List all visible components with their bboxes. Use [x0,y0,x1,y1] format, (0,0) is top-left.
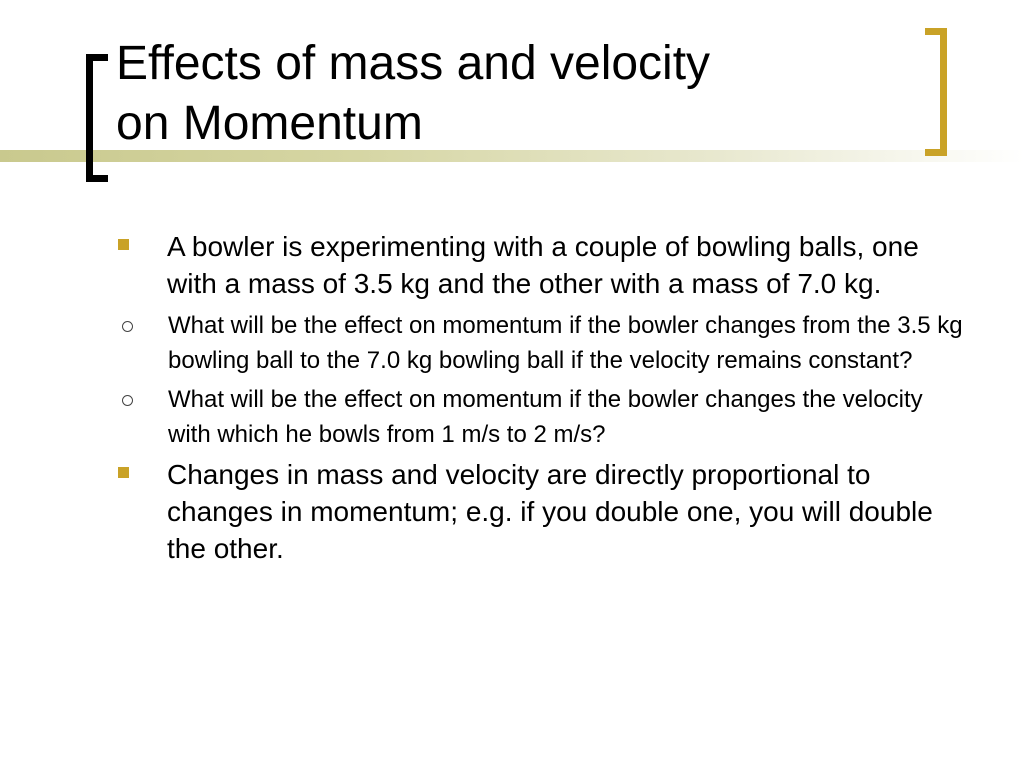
ring-bullet-icon [122,321,133,332]
slide-title [116,34,710,154]
slide-title-line-1: Effects of mass and velocity [116,37,711,90]
bullet-item [118,228,968,302]
bullet-text: Changes in mass and velocity are directly proportional to changes in momentum; e.g. if you double one, you will double the other. [167,459,933,564]
bullet-list [118,228,968,573]
bullet-item [118,456,968,567]
ring-bullet-icon [122,395,133,406]
sub-bullet-item [118,308,968,378]
square-bullet-icon [118,239,129,250]
bullet-text: A bowler is experimenting with a couple of bowling balls, one with a mass of 3.5 kg and the other with a mass of 7.0 kg. [167,231,919,299]
slide-title-line-2: on Momentum [116,97,423,150]
left-bracket-decoration [86,54,108,182]
right-bracket-decoration [925,28,947,156]
square-bullet-icon [118,467,129,478]
sub-bullet-group [118,308,968,452]
sub-bullet-text: What will be the effect on momentum if the bowler changes from the 3.5 kg bowling ball to the 7.0 kg bowling ball if the velocity remains constant? [168,312,963,374]
sub-bullet-text: What will be the effect on momentum if the bowler changes the velocity with which he bowls from 1 m/s to 2 m/s? [168,386,923,448]
sub-bullet-item [118,382,968,452]
sub-bullet-list [118,308,968,452]
